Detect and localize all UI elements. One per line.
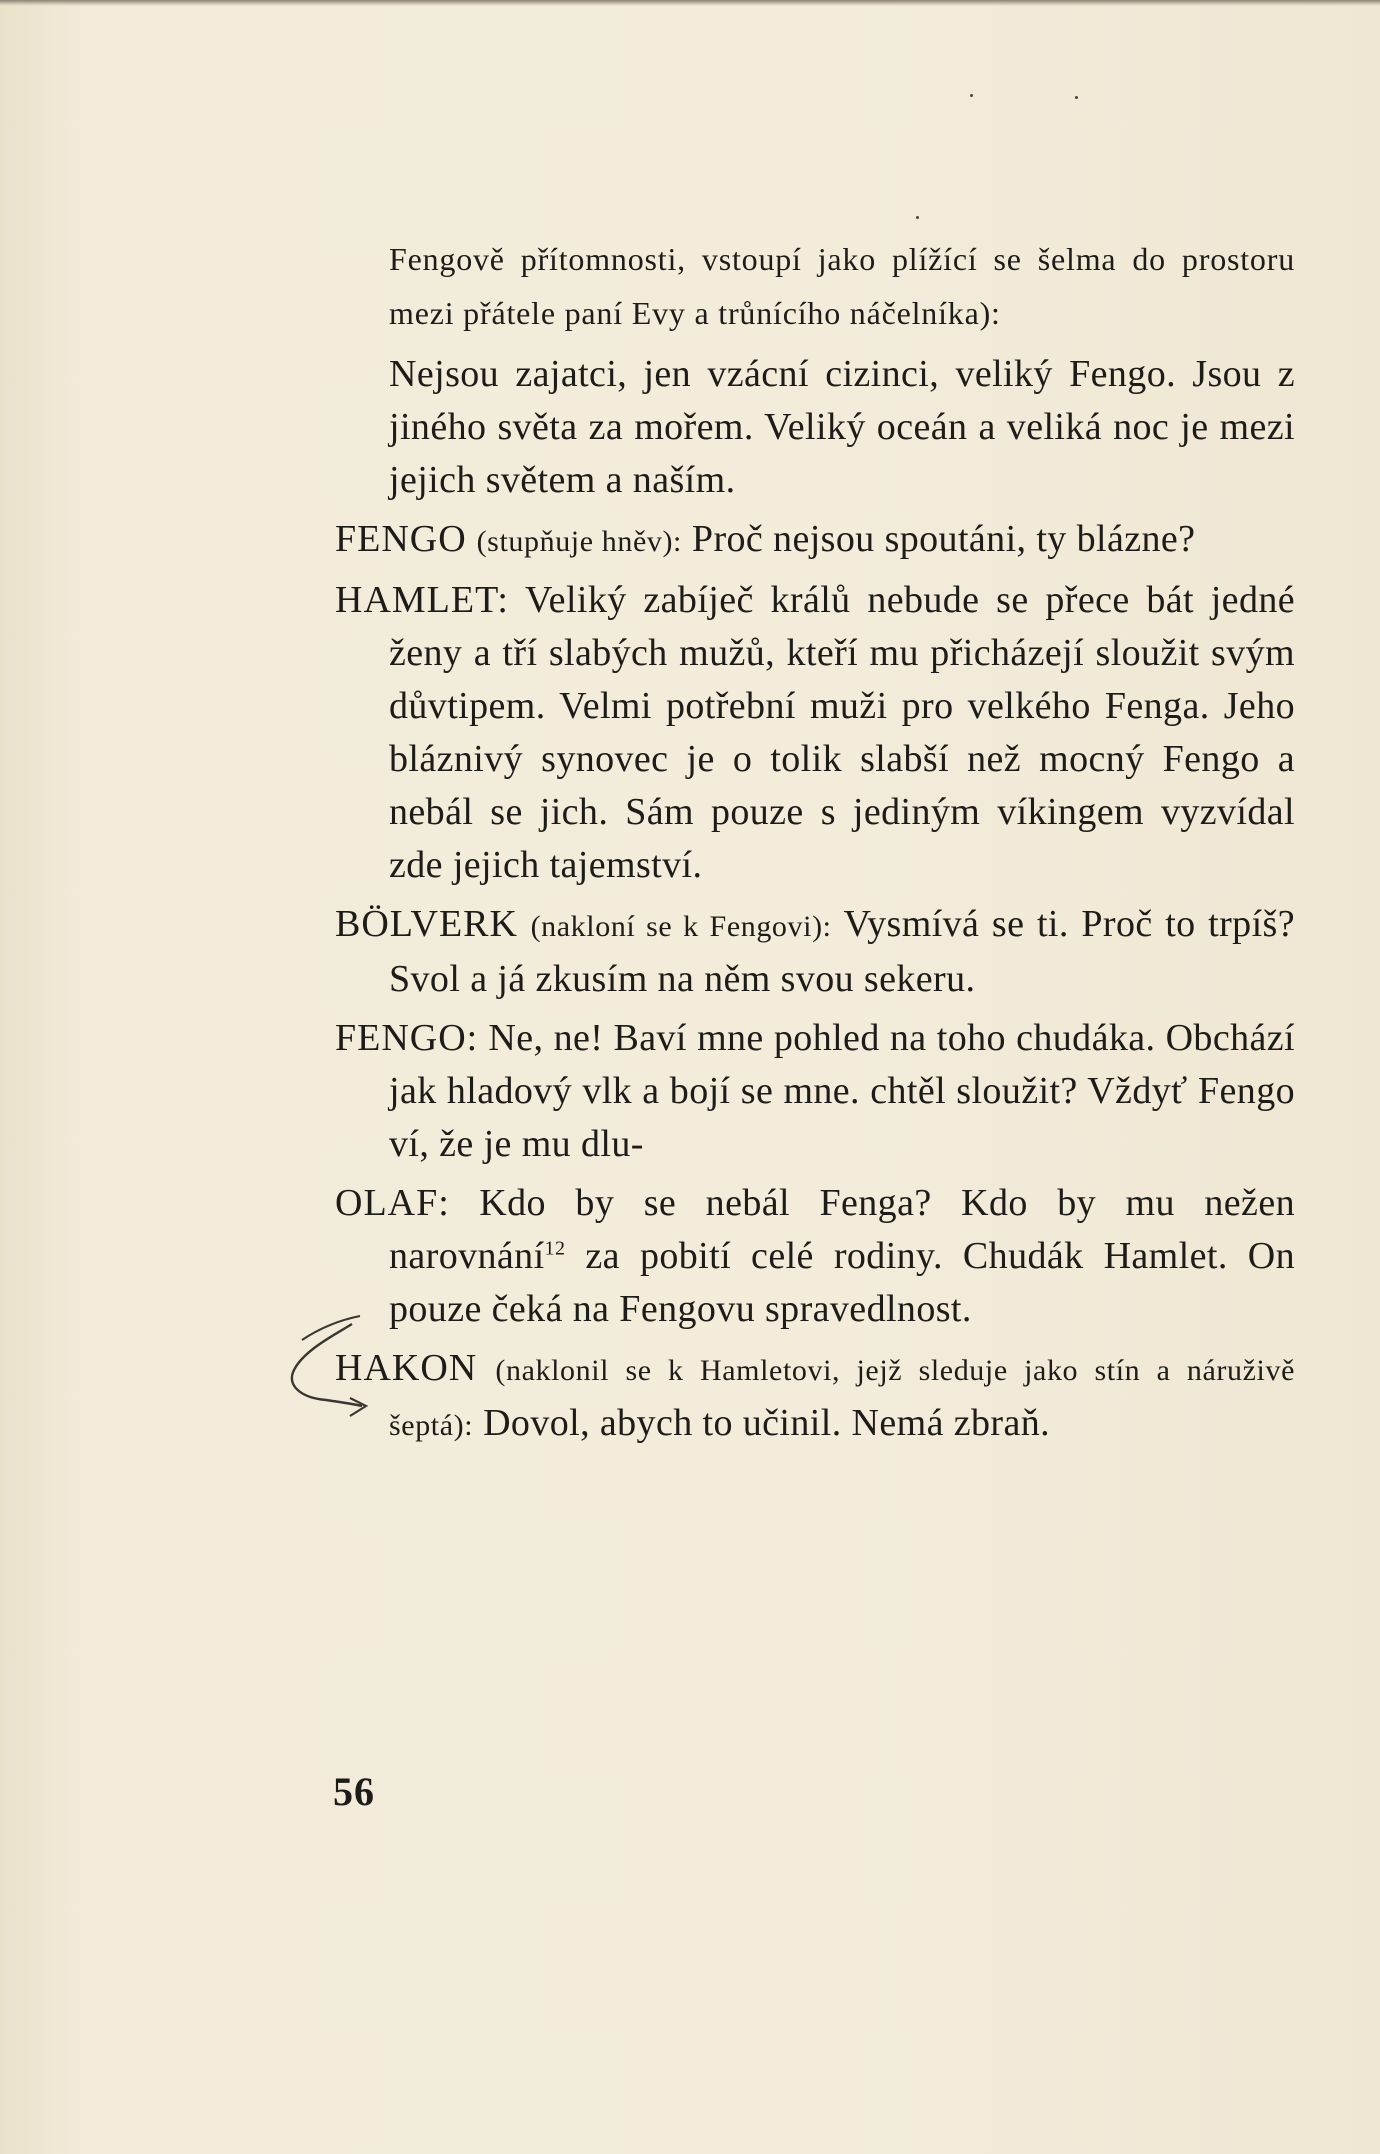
speech-text: Veliký zabíječ králů nebude se přece bát jedné ženy a tří slabých mužů, kteří mu přicházejí sloužit svým důvtipem. Velmi potřební muži pro velkého Fenga. Jeho bláznivý synovec je o tolik slabší než mocný Fengo a nebál se jich. Sám pouze s jediným víkingem vyzvídal zde jejich tajemství. [389, 579, 1296, 886]
speaker-name: FENGO: [335, 1017, 479, 1059]
handwritten-swap-arrow [280, 1300, 400, 1440]
speech-fengo-2 [335, 1012, 1295, 1171]
speaker-name: OLAF: [335, 1182, 450, 1224]
paper-speck [916, 216, 919, 219]
speech-text-continued: za pobití celé rodiny. Chudák Hamlet. On pouze čeká na Fengovu spravedlnost. [389, 1235, 1295, 1330]
speech-olaf [335, 1177, 1295, 1336]
speech-fengo-1 [335, 513, 1295, 568]
stage-direction-inline: (stupňuje hněv): [476, 525, 682, 558]
speaker-name: FENGO [335, 518, 467, 560]
speech-continuation: Nejsou zajatci, jen vzácní cizinci, veliký Fengo. Jsou z jiného světa za mořem. Veliký oceán a veliká noc je mezi jejich světem a naším. [389, 353, 1295, 501]
page-number: 56 [333, 1769, 375, 1814]
speech-hakon [335, 1342, 1295, 1452]
page-top-edge [0, 0, 1380, 6]
speaker-name: BÖLVERK [335, 903, 518, 945]
speaker-name: HAKON [335, 1347, 478, 1389]
speaker-name: HAMLET: [335, 579, 509, 621]
stage-direction: Fengově přítomnosti, vstoupí jako plížící se šelma do prostoru mezi přátele paní Evy a trůnícího náčelníka): [389, 241, 1295, 331]
play-text [335, 232, 1295, 1452]
speech-hamlet [335, 574, 1295, 892]
paper-speck [970, 94, 973, 97]
stage-direction-inline: (nakloní se k Fengovi): [530, 910, 832, 943]
speech-text: Vysmívá se ti. Proč to trpíš? Svol a já zkusím na něm svou sekeru. [389, 903, 1295, 1000]
footnote-marker: 12 [544, 1237, 566, 1260]
speech-bolverk [335, 898, 1295, 1006]
speech-text: Proč nejsou spoutáni, ty blázne? [691, 518, 1196, 560]
speech-text: Dovol, abych to učinil. Nemá zbraň. [483, 1402, 1051, 1444]
speech-text: Kdo by se nebál Fenga? Kdo by mu nežen narovnání [389, 1182, 1295, 1277]
paper-speck [1075, 96, 1078, 99]
speech-text: Ne, ne! Baví mne pohled na toho chudáka. Obchází jak hladový vlk a bojí se mne. chtěl sloužit? Vždyť Fengo ví, že je mu dlu- [389, 1017, 1295, 1165]
stage-direction-inline: (naklonil se k Hamletovi, jejž sleduje jako stín a náruživě šeptá): [389, 1354, 1295, 1442]
